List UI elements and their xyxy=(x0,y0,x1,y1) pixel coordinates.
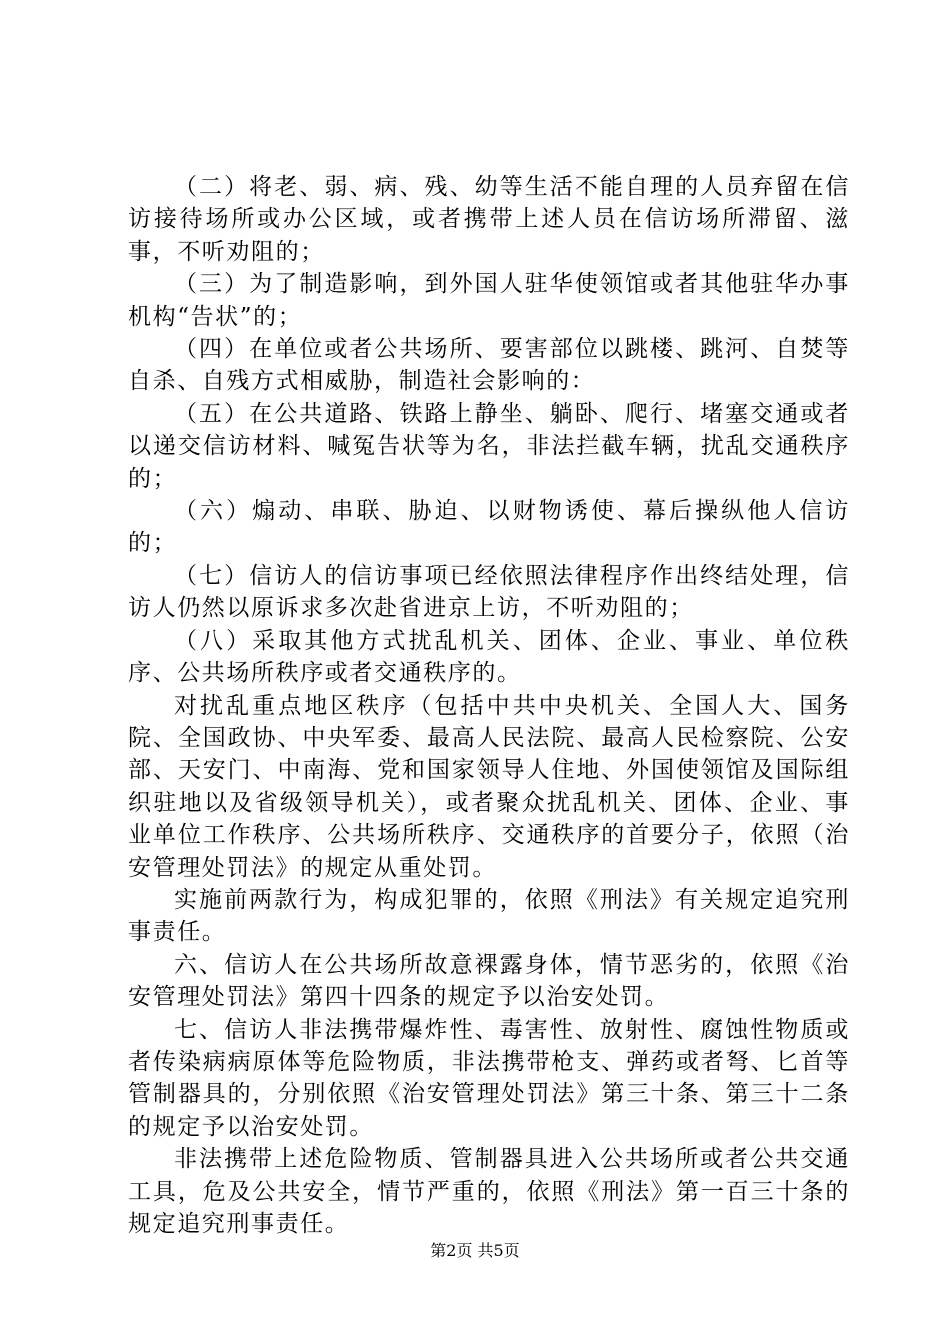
paragraph-seven: 七、信访人非法携带爆炸性、毒害性、放射性、腐蚀性物质或者传染病病原体等危险物质，非法携带枪支、弹药或者弩、匕首等管制器具的，分别依照《治安管理处罚法》第三十条、第三十二条的规定予以治安处罚。 xyxy=(128,1016,850,1140)
paragraph-3: （三）为了制造影响，到外国人驻华使领馆或者其他驻华办事机构“告状”的； xyxy=(128,271,850,330)
paragraph-dangerous-goods: 非法携带上述危险物质、管制器具进入公共场所或者公共交通工具，危及公共安全，情节严重的，依照《刑法》第一百三十条的规定追究刑事责任。 xyxy=(128,1146,850,1237)
paragraph-criminal-liability: 实施前两款行为，构成犯罪的，依照《刑法》有关规定追究刑事责任。 xyxy=(128,886,850,946)
page-number-footer: 第2页 共5页 xyxy=(430,1241,520,1260)
paragraph-7: （七）信访人的信访事项已经依照法律程序作出终结处理，信访人仍然以原诉求多次赴省进京上访，不听劝阻的； xyxy=(128,562,850,622)
paragraph-5: （五）在公共道路、铁路上静坐、躺卧、爬行、堵塞交通或者以递交信访材料、喊冤告状等为名，非法拦截车辆，扰乱交通秩序的； xyxy=(128,400,850,492)
document-body xyxy=(128,171,850,1240)
paragraph-six: 六、信访人在公共场所故意裸露身体，情节恶劣的，依照《治安管理处罚法》第四十四条的规定予以治安处罚。 xyxy=(128,951,850,1011)
paragraph-8: （八）采取其他方式扰乱机关、团体、企业、事业、单位秩序、公共场所秩序或者交通秩序的。 xyxy=(128,627,850,687)
paragraph-6: （六）煽动、串联、胁迫、以财物诱使、幕后操纵他人信访的； xyxy=(128,498,850,557)
paragraph-key-areas: 对扰乱重点地区秩序（包括中共中央机关、全国人大、国务院、全国政协、中央军委、最高人民法院、最高人民检察院、公安部、天安门、中南海、党和国家领导人住地、外国使领馆及国际组织驻地以及省级领导机关），或者聚众扰乱机关、团体、企业、事业单位工作秩序、公共场所秩序、交通秩序的首要分子，依照（治安管理处罚法》的规定从重处罚。 xyxy=(128,692,850,881)
paragraph-4: （四）在单位或者公共场所、要害部位以跳楼、跳河、自焚等自杀、自残方式相威胁，制造社会影响的： xyxy=(128,336,850,395)
paragraph-2: （二）将老、弱、病、残、幼等生活不能自理的人员弃留在信访接待场所或办公区域，或者携带上述人员在信访场所滞留、滋事，不听劝阻的； xyxy=(128,174,850,265)
